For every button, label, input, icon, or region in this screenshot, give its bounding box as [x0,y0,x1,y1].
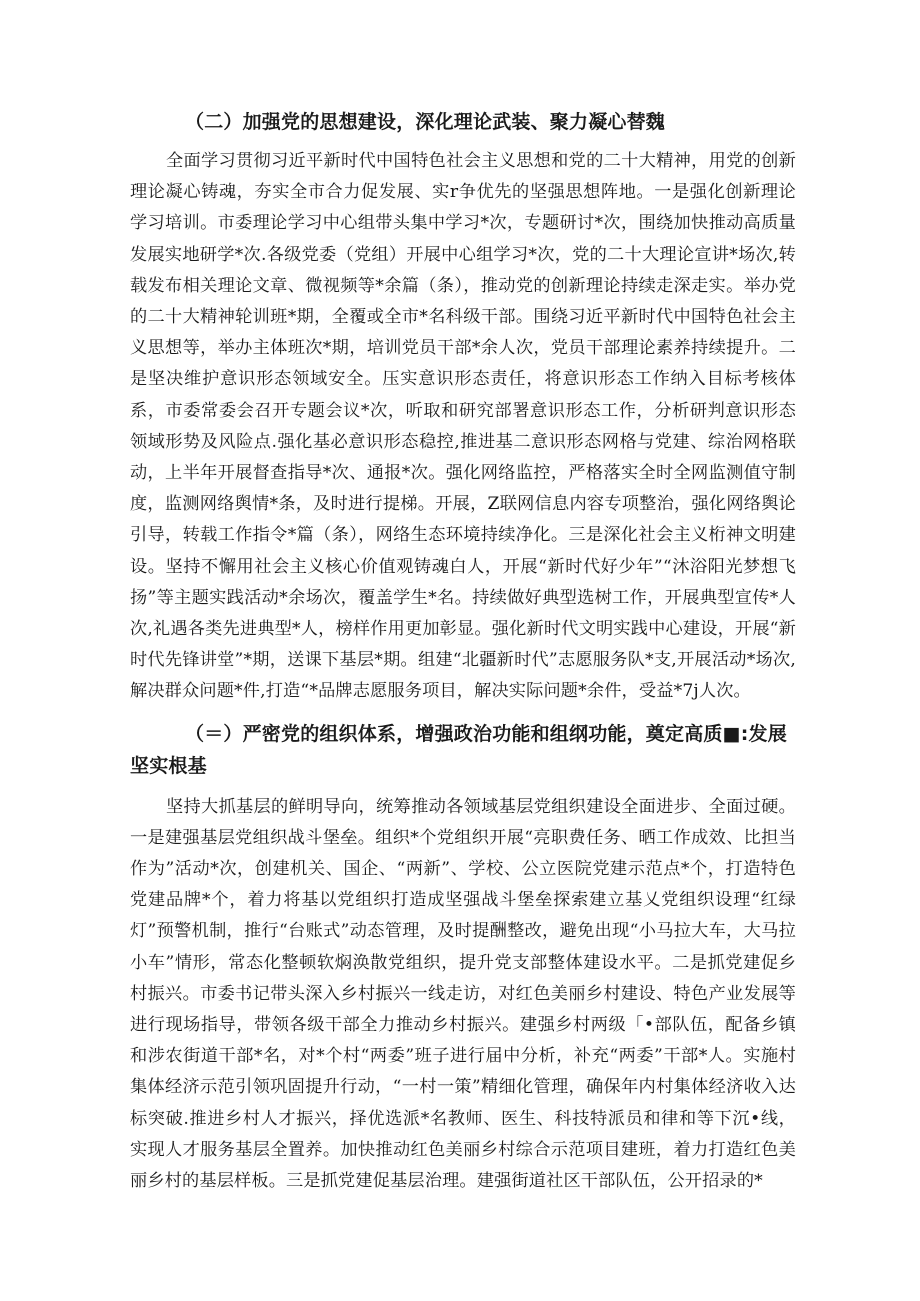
section-paragraph-1: 全面学习贯彻习近平新时代中国特色社会主义思想和党的二十大精神，用党的创新理论凝心铸魂，夯实全市合力促发展、实r争优先的坚强思想阵地。一是强化创新理论学习培训。市委理论学习中心组带头集中学习*次，专题研讨*次，围绕加快推动高质量发展实地研学*次.各级党委（党组）开展中心组学习*次，党的二十大理论宣讲*场次,转载发布相关理论文章、微视频等*余篇（条），推动党的创新理论持续走深走实。举办党的二十大精神轮训班*期，全覆或全市*名科级干部。围绕习近平新时代中国特色社会主义思想等，举办主体班次*期，培训党员干部*余人次，党员干部理论素养持续提升。二是坚决维护意识形态领域安全。压实意识形态责任，将意识形态工作纳入目标考核体系，市委常委会召开专题会议*次，听取和研究部署意识形态工作，分析研判意识形态领域形势及风险点.强化基必意识形态稳控,推进基二意识形态网格与党建、综治网格联动，上半年开展督查指导*次、通报*次。强化网络监控，严格落实全时全网监测值守制度，监测网络舆情*条，及时进行提梯。开展，Z联网信息内容专项整治，强化网络舆论引导，转载工作指令*篇（条），网络生态环境持续净化。三是深化社会主义桁神文明建设。坚持不懈用社会主义核心价值观铸魂白人，开展“新时代好少年”“沐浴阳光梦想飞扬”等主题实践活动*余场次，覆盖学生*名。持续做好典型选树工作，开展典型宣传*人次,礼遇各类先进典型*人，榜样作用更加彰显。强化新时代文明实践中心建设，开展“新时代先锋讲堂”*期，送课下基层*期。组建“北疆新时代”志愿服务队*支,开展活动*场次,解决群众问题*件,打造“*品牌志愿服务项目，解决实际问题*余件，受益*7j人次。 [130,151,796,702]
section-paragraph-2: 坚持大抓基层的鲜明导向，统筹推动各领域基层党组织建设全面进步、全面过硬。一是建强基层党组织战斗堡垒。组织*个党组织开展“亮职费任务、晒工作成效、比担当作为”活动*次，创建机关、国企、“两新”、学校、公立医院党建示范点*个，打造特色党建品牌*个，着力将基以党组织打造成坚强战斗堡垒探索建立基乂党组织设理“红绿灯”预警机制，推行“台账式”动态管理，及时提酬整改，避免出现“小马拉大车，大马拉小车”情形，常态化整顿软焖涣散党组织，提升党支部整体建设水平。二是抓党建促乡村振兴。市委书记带头深入乡村振兴一线走访，对红色美丽乡村建设、特色产业发展等进行现场指导，带领各级干部全力推动乡村振兴。建强乡村两级「•部队伍，配备乡镇和涉农街道干部*名，对*个村“两委”班子进行届中分析，补充“两委”干部*人。实施村集体经济示范引领巩固提升行动，“一村一策”精细化管理，确保年内村集体经济收入达标突破.推进乡村人才振兴，择优选派*名教师、医生、科技特派员和律和等下沉•线，实现人才服务基层全置养。加快推动红色美丽乡村综合示范项目建班，着力打造红色美丽乡村的基层样板。三是抓党建促基层治理。建强街道社区干部队伍，公开招录的* [130,796,796,1192]
section-heading-2: （＝）严密党的组织体系，增强政治功能和组纲功能，奠定高质■:发展坚实根基 [130,722,787,777]
section-heading-1: （二）加强党的思想建设，深化理论武装、聚力凝心替魏 [185,111,666,133]
document-body [130,106,796,1205]
